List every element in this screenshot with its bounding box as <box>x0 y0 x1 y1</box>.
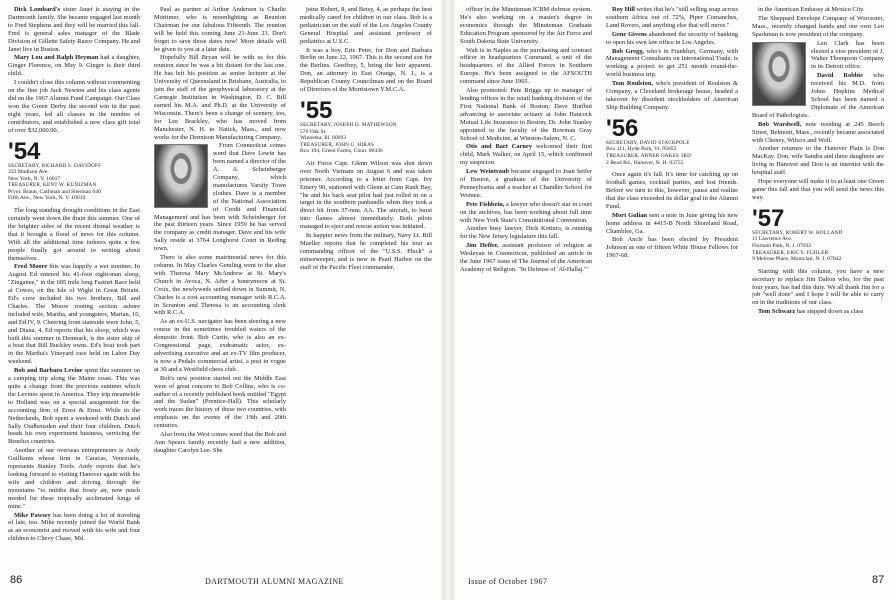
treasurer-address: 2 Read Rd., Hanover, N. H. 03755 <box>606 159 684 166</box>
paragraph-text: There is also some matrimonial news for this column. In May Charles Gemling went to the altar with Theresa Mary McAndrew at St. Mary's Church in Avoca, N. After a honeymoon at St. Croix, the newlyweds settled down in Summit, N. Charles is a cost accounting manager with R.C.A. in Scranton and Theresa is an accounting clerk with R.C.A. <box>154 254 286 317</box>
left-column-1 <box>8 6 140 566</box>
address-line: 11 Lawrence Ave. <box>752 236 793 243</box>
news-paragraph <box>460 87 592 142</box>
col1-bottom-items <box>8 207 140 543</box>
news-paragraph <box>8 54 140 78</box>
paragraph-text: I couldn't close this column without commenting on the fine job Jack Newton and his class agents did on the 1967 Alumni Fund Campaign. Our Class won the Green Derby the second win in the past eight years, led all classes in the number of contributors, and established a new class gift total of over $32,000.00. <box>8 79 140 134</box>
paragraph-lead-name: Gene Givens <box>612 30 647 38</box>
news-paragraph <box>752 178 884 202</box>
paragraph-text: Another returnee to the Hanover Plain is Don MacKay. Don, wife Sandra and three daughters are living in Hanover and Don is an internist with the hospital staff. <box>752 145 884 177</box>
magazine-footer: DARTMOUTH ALUMNI MAGAZINE <box>205 577 344 586</box>
paragraph-text: a lawyer who doesn't star in court on the archives, has been working about full time with New York State's Constitutional Convention. <box>460 200 592 224</box>
paragraph-text: writes that he's "still selling soap across southern Africa out of 72%, Piper Comanches, Land Rovers, and anything else that will move." <box>606 6 738 29</box>
paragraph-text: has been doing a lot of traveling of late, too. Mike recently joined the World Bank as an economist and moved with his wife and four children to Chevy Chase, Md. <box>8 511 140 543</box>
paragraph-text: Also promoted: Pete Briggs up to manager of lending offices in the retail banking division of the First National Bank of Boston; Dave Hurlbut advancing to associate actuary at John Hancock Mutual Life Insurance in Boston; Dr. John Stanley appointed to the faculty of the Bowman Gray School of Medicine, at Winston-Salem, N. C. <box>460 87 592 142</box>
secretary-line: SECRETARY, JOSEPH D. MATHEWSON <box>300 121 397 128</box>
news-paragraph <box>154 318 286 373</box>
news-paragraph <box>606 80 738 112</box>
paragraph-lead-name: Bob Gregg, <box>612 47 644 55</box>
news-paragraph <box>8 263 140 366</box>
address-line: Winnetka, Ill. 60093 <box>300 135 347 142</box>
right-column-2 <box>606 6 738 566</box>
paragraph-lead-name: Mike Pawsey <box>14 511 51 519</box>
treasurer-address: 9 Melrose Place, Montclair, N. J. 07042 <box>752 256 842 263</box>
portrait-photo <box>752 42 806 106</box>
paragraph-text: The Sheppard Envelope Company of Worcester, Mass., recently changed hands and our own Leo Sparkman is now president of the company. <box>752 14 884 38</box>
paragraph-text: has stepped down as class <box>796 308 864 316</box>
secretary-line: SECRETARY, DAVID STACKPOLE <box>606 139 690 146</box>
portrait-photo <box>154 144 208 208</box>
left-column-2 <box>154 6 286 566</box>
news-paragraph <box>460 225 592 241</box>
left-column-3 <box>300 6 432 566</box>
right-column-3 <box>752 6 884 566</box>
class-year: '56 <box>606 114 639 142</box>
paragraph-text: Another busy lawyer, Dick Kotturo, is running for the New Jersey legislature this fall. <box>460 225 592 241</box>
treasurer-address: Pryor, Braun, Cashman and Sherman 640 Fifth Ave., New York, N. Y. 10019 <box>8 188 101 202</box>
paragraph-text: assistant professor of religion at Wesleyan in Connecticut, published an article in the June 1967 issue of The Journal of the American Academy of Religion. "In Defense of 'Al-Hallaj.'" <box>460 242 592 273</box>
news-paragraph <box>460 242 592 274</box>
paragraph-lead-name: Fred Moore <box>14 263 48 271</box>
paragraph-text: The long standing drought conditions in the East certainly went down the drain this summer. One of the brighter sides of the recent dismal weather is that it brought a flood of news for this column. With all the additional time indoors quite a few people finally got around to writing about themselves. <box>8 207 140 262</box>
paragraph-text: Starting with this column, you have a new secretary to replace Jim Dalton who, for the past four years, has had this duty. We all thank Jim for a job "well done" and I hope I will be able to carry on in the traditions of our class. <box>752 267 884 307</box>
class-year: '57 <box>752 204 785 232</box>
col3-bottom-items <box>300 160 432 272</box>
paragraph-text: now residing at 245 Beech Street, Belmont, Mass., recently became associated with Cheney, Wilcox and Wolf. <box>752 120 884 144</box>
col3-items <box>752 6 884 202</box>
address-line: New York, N. Y. 10017 <box>8 175 61 182</box>
news-paragraph <box>8 207 140 262</box>
paragraph-text: had a daughter, Ginger Florence, on May 9. Ginger is their third child. <box>8 54 140 78</box>
paragraph-lead-name: Tom Roulston, <box>612 80 654 88</box>
news-paragraph <box>300 160 432 231</box>
paragraph-text: It was a boy, Eric Peter, for Don and Barbara Berlin on June 22, 1967. This is the second son for the Berlins. Geoffrey, 5, being the heir apparent. Don, an attorney in East Orange, N. J., is a Republican County Councilman and on the Board of Directors of the Morristown Y.M.C.A. <box>300 46 432 94</box>
news-paragraph <box>752 121 884 145</box>
paragraph-lead-name: Lew Weintraub <box>466 168 510 176</box>
paragraph-text: became engaged to Joan Seifer of Boston, a graduate of the University of Pennsylvania and a teacher at Chandler School for Women. <box>460 168 592 199</box>
paragraph-lead-name: Roy Hill <box>612 6 635 13</box>
col2-items <box>154 6 286 455</box>
paragraph-text: Air Force Capt. Glenn Wilson was shot down over North Vietnam on August 6 and was taken prisoner. According to a letter from Capt. Ivy Emery 90, stationed with Glenn at Cam Ranh Bay, "he and his back seat pilot had just rolled in on a target in the southern panhandle when they took a direct hit from 37-mm. AA. The aircraft, to burst into flames almost immediately. Both pilots managed to eject and rescue action was initiated. <box>300 159 432 231</box>
col3-items <box>300 6 432 94</box>
paragraph-text: As an ex-U.S. navigator has been steering a new course in the sometimes troubled waters of the domestic front. Bob Curtis, who is also an ex-Congressional page, exdramatic actor, ex-advertising executive and an ex-TV film producer, is now a Pedalo commercial artist, a post in vogue at 30 and a Westfield chess club. <box>154 318 286 373</box>
col1-top-items <box>8 6 140 135</box>
paragraph-lead-name: David Robbie <box>817 72 863 80</box>
news-paragraph <box>154 375 286 430</box>
news-paragraph <box>460 201 592 225</box>
news-paragraph <box>606 212 738 236</box>
news-paragraph <box>154 431 286 455</box>
news-paragraph <box>154 6 286 53</box>
page-number: 86 <box>10 574 23 586</box>
paragraph-text: Also from the West comes word that the Bob and Ann Spears family recently had a new addition, daughter Carolyn Lee. She <box>154 431 286 454</box>
right-column-1 <box>460 6 592 566</box>
treasurer-line: TREASURER, JOHN G. HIRAS <box>300 141 375 148</box>
paragraph-lead-name: Dick Lombard's <box>14 6 60 13</box>
address-line: Box 111, Hyde Park, Vt. 05655 <box>606 146 677 153</box>
treasurer-address: Box 194, Green Farms, Conn. 06436 <box>300 148 383 155</box>
secretary-line: SECRETARY, ROBERT W. HOLLAND <box>752 229 843 236</box>
paragraph-text: Bob's new position started out the Middle East were of great concern to Bob Collins, who is co-author of a recently published book entitled "Egypt and the Sudan" (Prentice-Hall). This scholarly work traces the history of these two countries, with emphasis on the events of the 19th and 20th centuries. <box>154 374 286 430</box>
paragraph-text: Paul as partner at Arthur Andersen is Charlie Mortimer, who is moonlighting as Reunion Chairman for our fabulous Fifteenth. The reunion will be held this coming June 21-June 23. Don't forget to save those dates now! More details will be given to you at a later date. <box>154 6 286 53</box>
class-year: '55 <box>300 96 333 124</box>
paragraph-text: Bob Ancle has been elected by President Johnson as one of fifteen White House Fellows for 1967-68. <box>606 236 738 260</box>
paragraph-text: Len Clark has been elected a vice president of J. Walter Thompson Company in its Detroit office. <box>811 39 884 71</box>
class-1954-header <box>8 137 140 203</box>
paragraph-lead-name: Pete Fishbein, <box>466 200 505 208</box>
paragraph-text: who received his M.D. from Johns Hopkins Medical School has been named a Diplomate of the American Board of Pathologists. <box>752 72 884 119</box>
paragraph-text: joins Robert, 8, and Betsy, 4, as perhaps the best medically cared for children in our class. Bob is a pediatrician on the staff of the Los Angeles County General Hospital and assistant professor of pediatrics at U.S.C. <box>300 6 432 45</box>
paragraph-text: Walt is in Naples as the purchasing and contract officer in headquarters Command, a unit of the headquarters of the Allied Forces in Southern Europe. He's been assigned to the AFSOUTH command since June 1965. <box>460 46 592 86</box>
issue-footer: Issue of October 1967 <box>468 577 548 586</box>
page-gutter <box>442 0 454 600</box>
left-page <box>0 0 442 600</box>
treasurer-line: TREASURER, ERIC'S. FUHLER <box>752 249 829 256</box>
news-paragraph <box>606 171 738 211</box>
news-paragraph <box>8 79 140 134</box>
news-paragraph <box>8 512 140 544</box>
paragraph-text: In happier news from the military, Navy Lt. Bill Mueller reports that he completed his tour as commanding officer of the "U.S.S. Pluck" a minesweeper, and is now in Pearl Harbor on the staff of the Pacific Fleet commander. <box>300 232 432 271</box>
address-line: 576 Oak St. <box>300 128 327 135</box>
news-paragraph <box>606 236 738 260</box>
news-paragraph <box>606 6 738 30</box>
paragraph-text: officer in the Minuteman ICBM defense system. He's also working on a master's degree in economics through the Minuteman Graduate Education Program sponsored by the Air Force and South Dakota State University. <box>460 6 592 45</box>
paragraph-text: this was happily a wet summer. In August Ed entered his 41-foot eight-man sloop, "Zinganee," in the 605 mile long Fastnet Race held at Cowes, on the Isle of Wight in Great Britain. Ed's crew included his two brothers, Bill and Charles. The Moore rooting section ashore included wife, Martha, and youngsters, Marian, 10, and Ed IV, 9. Cheering from stateside were John, 5, and Diana, 4. Ed reports that his sloop, which was built this summer in Denmark, is the sister ship of a boat that Bill Buckley owns. Ed's boat took part in the Martha's Vineyard race held on Labor Day weekend. <box>8 263 140 366</box>
news-paragraph <box>752 145 884 177</box>
paragraph-text: Hopefully Bill Bryan will be with us for this reunion since he was a bit distant for the last one. He has left his position as senior lecturer at the University of Queensland in Brisbane, Australia, to join the staff of the geophysical laboratory at the Carnegie Institution in Washington, D. C. Bill earned his M.A. and Ph.D. at the University of Wisconsin. There's been a change of scenery, too, for Lee Brackley, who has moved from Manchester, N. H. to Natick, Mass., and now works for the Dennison Manufacturing Company. <box>154 54 286 141</box>
news-paragraph <box>460 143 592 167</box>
paragraph-text: Another of our overseas entrepreneurs is Andy Guilliams whose firm in Caracas, Venezuela, represents Stanley Tools. Andy reports that he's looking forward to visiting Hanover again with his wife and children and driving through the mountains "to imbibe that frosty air, now much needed for these tropically acclimated lungs of mine." <box>8 447 140 510</box>
paragraph-text: abandoned the security of banking to open his own law office in Los Angeles. <box>606 30 738 46</box>
news-paragraph <box>300 6 432 46</box>
secretary-line: SECRETARY, RICHARD S. DAVIDOFF <box>8 162 102 169</box>
class-year: '54 <box>8 137 41 165</box>
news-paragraph <box>752 308 884 316</box>
paragraph-text: sister Janet is staying in the Dartmouth family. She became engaged last month to Fred Stephens and they will be married this fall. Fred is general sales manager of the Blade Division of Gillette Safety Razor Company. He and Janet live in Boston. <box>8 6 140 53</box>
news-paragraph <box>752 6 884 14</box>
news-paragraph <box>752 15 884 39</box>
paragraph-text: Once again it's fall. It's time for catching up on football games, cocktail parties, and lost friends. Before we turn to this, however, pause and realize that the class exceeded its dollar goal in the Alumni Fund. <box>606 171 738 210</box>
treasurer-line: TREASURER, KENT W. KUNIZMAN <box>8 182 97 189</box>
news-paragraph <box>8 447 140 510</box>
news-paragraph <box>460 168 592 200</box>
news-paragraph <box>8 367 140 446</box>
paragraph-text: in the American Embassy at Mexico City. <box>758 6 865 13</box>
news-paragraph <box>460 6 592 46</box>
news-paragraph <box>460 47 592 87</box>
paragraph-lead-name: Mort Gulian <box>612 211 647 219</box>
class-1955-header <box>300 96 432 155</box>
address-line: Florham Park, N. J. 07932 <box>752 242 812 249</box>
news-paragraph <box>154 54 286 141</box>
paragraph-lead-name: Otis and Bart Carney <box>466 143 533 151</box>
news-paragraph <box>154 254 286 317</box>
col1-items <box>460 6 592 274</box>
news-paragraph <box>8 6 140 53</box>
col2-bottom-items <box>606 171 738 260</box>
paragraph-lead-name: Tom Schwarz <box>758 308 796 316</box>
address-line: 333 Madison Ave. <box>8 169 49 176</box>
paragraph-text: spent this summer on a camping trip along the Maine coast. This was quite a change from the previous summer which the Levines spent in America. They trip meanwhile to Holland was on a special assignment for the accounting firm of Ernst & Ernst. While in the Netherlands, Bob spent a weekend with Dutch and Sally Oudheusden and their four children. Dutch heads his own experiment business, servicing the Benelux countries. <box>8 367 140 446</box>
paragraph-lead-name: Mary Lou and Ralph Heyman <box>14 54 99 62</box>
news-paragraph <box>606 48 738 80</box>
paragraph-text: sent a note in June giving his new home address in 4415-B North Shoreland Road, Chamblee, Ga. <box>606 211 738 235</box>
paragraph-text: who's president of Roulston & Company, a Cleveland brokerage house, headed a takeover by dissident stockholders of American Ship Building Company. <box>606 80 738 111</box>
page-number: 87 <box>872 574 885 586</box>
news-paragraph <box>300 47 432 94</box>
paragraph-lead-name: Bob and Barbara Levine <box>14 367 83 375</box>
class-1956-header <box>606 114 738 166</box>
paragraph-text: welcomed their first child, Mark Walker, on April 15, which confirmed my suspicion. <box>460 143 592 167</box>
paragraph-text: Hope everyone will make it to at least one Green game this fall and that you will send the news this way. <box>752 178 884 201</box>
news-paragraph <box>300 232 432 272</box>
col3-bottom-items <box>752 268 884 316</box>
paragraph-lead-name: Jim Heffer, <box>466 242 499 250</box>
right-page <box>454 0 896 600</box>
treasurer-line: TREASURER, ARNER OAKES 3RD <box>606 152 692 159</box>
class-1957-header <box>752 204 884 263</box>
news-paragraph <box>606 31 738 47</box>
col2-items <box>606 6 738 112</box>
paragraph-text: From Connecticut comes word that Dave Lewin has been named a director of the A. A. Scheinberger Company, which manufactures Varsity Town clothes. Dave is a member of the National Association of Credit and Financial Management and has been with Scheinberger for the past thirteen years. Since 1959 he has served the company as credit manager. Dave and his wife Sally reside at 3764 Longhorst Court in Reding town. <box>154 142 286 253</box>
paragraph-text: who's in Frankfurt, Germany, with Management Consultants on International Trade, is working a project to get 251 month round-the-world business trip. <box>606 47 738 79</box>
news-paragraph <box>752 268 884 308</box>
paragraph-lead-name: Bob Wardwell, <box>758 120 802 128</box>
